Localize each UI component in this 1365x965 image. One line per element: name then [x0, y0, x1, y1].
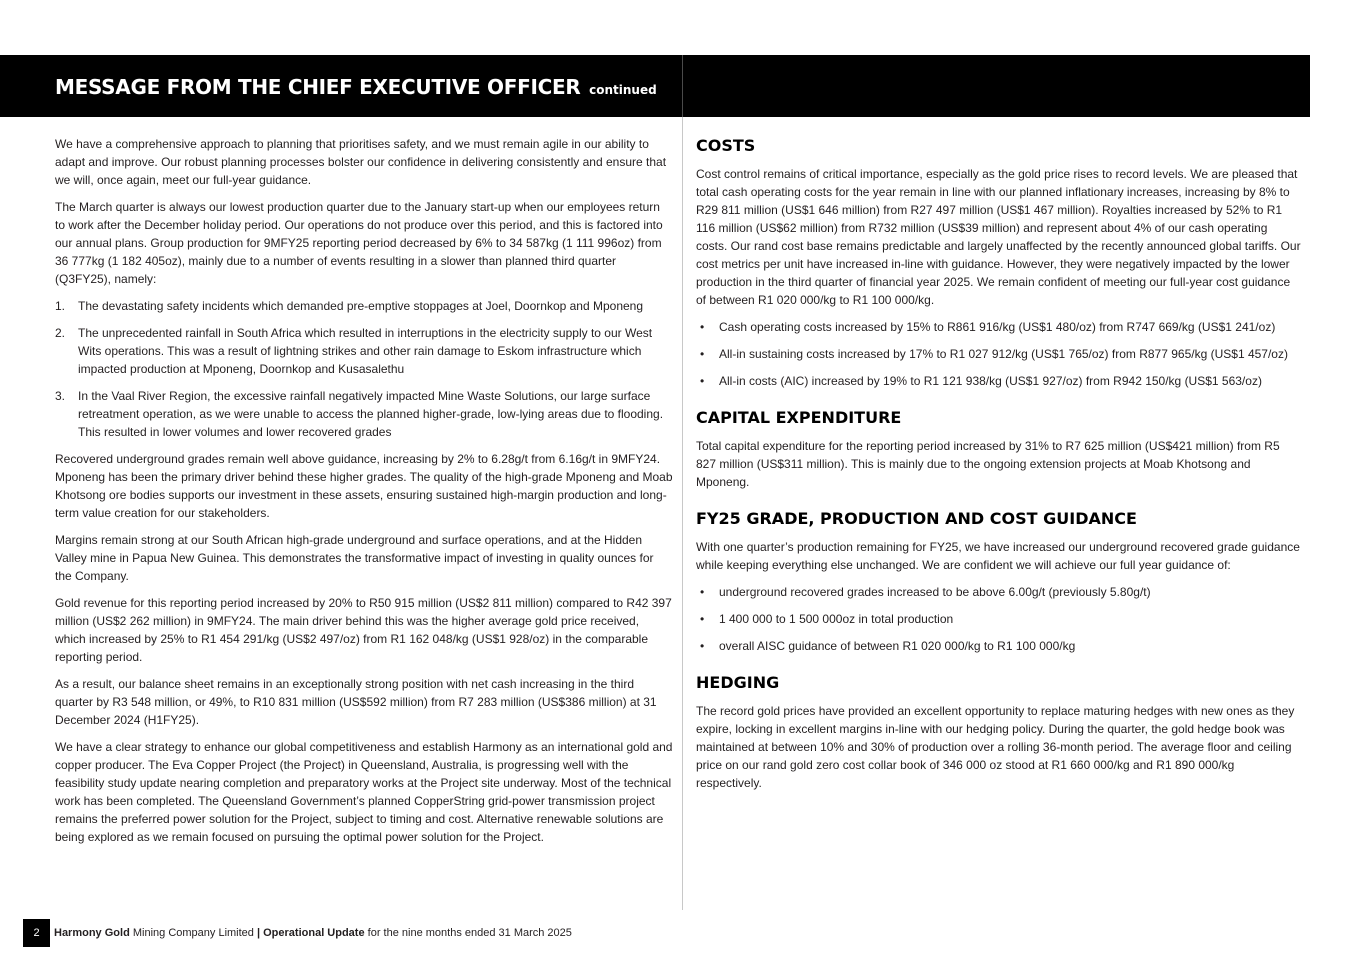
paragraph: We have a comprehensive approach to planning that prioritises safety, and we must remain agile in our ability to adapt and improve. Our robust planning processes bolster our confidence in delivering consistently and ensure that we will, once again, meet our full-year guidance. [55, 137, 667, 187]
paragraph: Margins remain strong at our South African high-grade underground and surface operations, and at the Hidden Valley mine in Papua New Guinea. This demonstrates the transformative impact of investing in quality ounces for the Company. [55, 533, 654, 583]
footer-company-rest: Mining Company Limited [132, 927, 254, 939]
header-bar [0, 55, 1310, 117]
list-item-text: The unprecedented rainfall in South Africa which resulted in interruptions in the electricity supply to our West Wits operations. This was a result of lightning strikes and other rain damage to Eskom infrastructure which impacted production at Mponeng, Doornkop and Kusasalethu [78, 326, 653, 376]
page-title: MESSAGE FROM THE CHIEF EXECUTIVE OFFICER continued [55, 75, 657, 99]
list-item [696, 610, 1302, 628]
column-divider [682, 117, 683, 910]
list-item-text: 1 400 000 to 1 500 000oz in total production [719, 612, 954, 626]
list-item-text: All-in costs (AIC) increased by 19% to R1 121 938/kg (US$1 927/oz) from R942 150/kg (US$1 563/oz) [719, 374, 1262, 388]
list-item [696, 637, 1302, 655]
guidance-paragraph: With one quarter’s production remaining for FY25, we have increased our underground recovered grade guidance while keeping everything else unchanged. We are confident we will achieve our full year guidance of: [696, 540, 1300, 572]
list-item [696, 318, 1302, 336]
paragraph: We have a clear strategy to enhance our global competitiveness and establish Harmony as an international gold and copper producer. The Eva Copper Project (the Project) in Queensland, Australia, is progressing well with the feasibility study update nearing completion and preparatory works at the Project site underway. Most of the technical work has been completed. The Queensland Government’s planned CopperString grid-power transmission project remains the preferred power solution for the Project, subject to timing and cost. Alternative renewable solutions are being explored as we remain focused on pursuing the optimal power solution for the Project. [55, 740, 673, 844]
list-item [696, 583, 1302, 601]
list-item [696, 345, 1302, 363]
guidance-heading: FY25 GRADE, PRODUCTION AND COST GUIDANCE [696, 509, 1137, 528]
list-item-text: The devastating safety incidents which demanded pre-emptive stoppages at Joel, Doornkop and Mponeng [78, 299, 644, 313]
hedging-heading: HEDGING [696, 673, 780, 692]
list-item-text: overall AISC guidance of between R1 020 000/kg to R1 100 000/kg [719, 639, 1076, 653]
right-column [696, 135, 1302, 801]
hedging-paragraph: The record gold prices have provided an excellent opportunity to replace maturing hedges with new ones as they expire, locking in excellent margins in-line with our hedging policy. During the quarter, the gold hedge book was maintained at between 10% and 30% of production over a rolling 36-month period. The average floor and ceiling price on our rand gold zero cost collar book of 346 000 oz stood at R1 660 000/kg and R1 890 000/kg respectively. [696, 704, 1295, 790]
bullet-icon: • [700, 374, 705, 388]
paragraph: The March quarter is always our lowest production quarter due to the January start-up when our employees return to work after the December holiday period. Our operations do not produce over this period, and this is factored into our annual plans. Group production for 9MFY25 reporting period decreased by 6% to 34 587kg (1 111 996oz) from 36 777kg (1 182 405oz), mainly due to a number of events resulting in a slower than planned third quarter (Q3FY25), namely: [55, 200, 663, 286]
list-number: 3. [55, 389, 66, 403]
capex-paragraph: Total capital expenditure for the reporting period increased by 31% to R7 625 million (US$421 million) from R5 827 million (US$311 million). This is mainly due to the ongoing extension projects at Moab Khotsong and Mponeng. [696, 439, 1280, 489]
numbered-list [55, 297, 673, 441]
page-number: 2 [23, 919, 50, 947]
bullet-icon: • [700, 585, 705, 599]
list-item [696, 372, 1302, 390]
list-item-text: Cash operating costs increased by 15% to R861 916/kg (US$1 480/oz) from R747 669/kg (US$1 241/oz) [719, 320, 1276, 334]
guidance-bullet-list [696, 583, 1302, 655]
footer-report-rest: for the nine months ended 31 March 2025 [367, 927, 572, 939]
bullet-icon: • [700, 612, 705, 626]
list-item [55, 387, 673, 441]
list-item-text: underground recovered grades increased to be above 6.00g/t (previously 5.80g/t) [719, 585, 1151, 599]
left-column [55, 135, 673, 855]
bullet-icon: • [700, 320, 705, 334]
paragraph: Recovered underground grades remain well above guidance, increasing by 2% to 6.28g/t from 6.16g/t in 9MFY24. Mponeng has been the primary driver behind these higher grades. The quality of the high-grade Mponeng and Moab Khotsong ore bodies supports our investment in these assets, ensuring sustained high-margin production and long-term value creation for our stakeholders. [55, 452, 673, 520]
list-number: 1. [55, 299, 66, 313]
footer-report-bold: Operational Update [263, 927, 365, 939]
list-number: 2. [55, 326, 66, 340]
costs-heading: COSTS [696, 136, 756, 155]
costs-paragraph: Cost control remains of critical importance, especially as the gold price rises to record levels. We are pleased that total cash operating costs for the year remain in line with our planned inflationary increases, increasing by 8% to R29 811 million (US$1 646 million) from R27 497 million (US$1 467 million). Royalties increased by 52% to R1 116 million (US$62 million) from R732 million (US$39 million) and represent about 4% of our cash operating costs. Our rand cost base remains predictable and largely unaffected by the recently announced global tariffs. Our cost metrics per unit have increased in-line with guidance. However, they were negatively impacted by the lower production in the third quarter of financial year 2025. We remain confident of meeting our full-year cost guidance of between R1 020 000/kg to R1 100 000/kg. [696, 167, 1301, 307]
list-item-text: All-in sustaining costs increased by 17% to R1 027 912/kg (US$1 765/oz) from R877 965/kg (US$1 457/oz) [719, 347, 1288, 361]
bullet-icon: • [700, 639, 705, 653]
continued-label: continued [589, 83, 657, 97]
footer-separator: | [256, 927, 261, 939]
footer-company-bold: Harmony Gold [54, 927, 130, 939]
header-divider [682, 55, 683, 117]
list-item [55, 297, 673, 315]
costs-bullet-list [696, 318, 1302, 390]
footer-text [54, 919, 572, 947]
capex-heading: CAPITAL EXPENDITURE [696, 408, 902, 427]
list-item [55, 324, 673, 378]
list-item-text: In the Vaal River Region, the excessive rainfall negatively impacted Mine Waste Solutions, our large surface retreatment operation, as we were unable to access the planned higher-grade, low-lying areas due to flooding. This resulted in lower volumes and lower recovered grades [78, 389, 664, 439]
paragraph: Gold revenue for this reporting period increased by 20% to R50 915 million (US$2 811 million) compared to R42 397 million (US$2 262 million) in 9MFY24. The main driver behind this was the higher average gold price received, which increased by 25% to R1 454 291/kg (US$2 497/oz) from R1 162 048/kg (US$1 928/oz) in the comparable reporting period. [55, 596, 672, 664]
paragraph: As a result, our balance sheet remains in an exceptionally strong position with net cash increasing in the third quarter by R3 548 million, or 49%, to R10 831 million (US$592 million) from R7 283 million (US$386 million) at 31 December 2024 (H1FY25). [55, 677, 657, 727]
bullet-icon: • [700, 347, 705, 361]
